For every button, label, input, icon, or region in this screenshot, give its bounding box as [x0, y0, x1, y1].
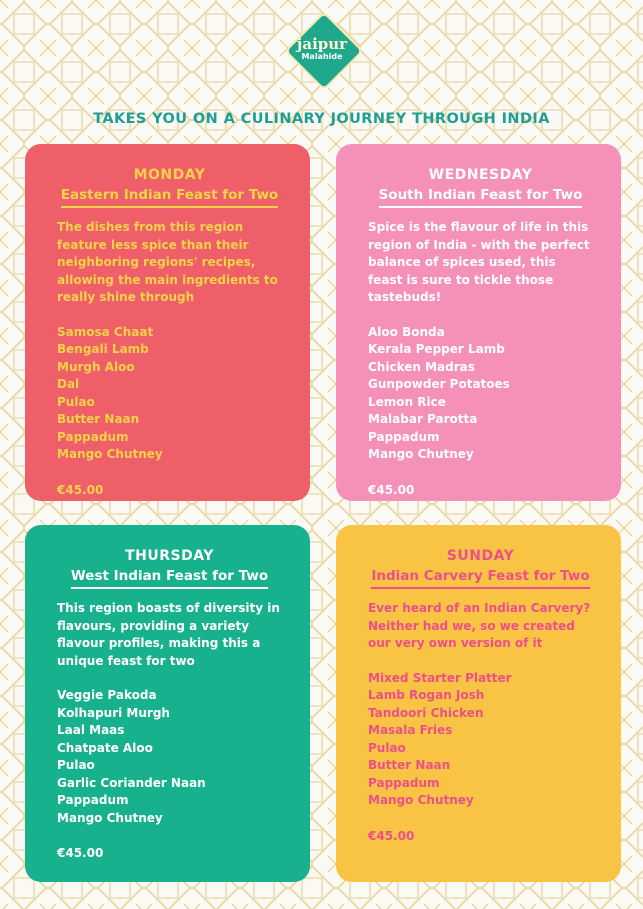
card-title: Indian Carvery Feast for Two — [371, 567, 589, 589]
dish-item: Kolhapuri Murgh — [57, 705, 170, 720]
dish-item: Mango Chutney — [368, 793, 474, 807]
dish-item: Butter Naan — [57, 412, 140, 426]
menu-card-thursday — [25, 525, 310, 882]
card-price: €45.00 — [368, 828, 415, 843]
dish-item: Pappadum — [57, 793, 129, 807]
dish-item: Mango Chutney — [57, 810, 163, 825]
card-price: €45.00 — [368, 482, 415, 497]
dish-item: Mixed Starter Platter — [368, 670, 512, 685]
card-dish-list — [368, 670, 593, 810]
logo-text — [297, 36, 347, 62]
card-description: Spice is the flavour of life in this region of India - with the perfect balance of spices used, this feast is sure to tickle those tastebuds! — [368, 220, 590, 304]
dish-item: Pappadum — [368, 429, 440, 444]
logo-location: Malahide — [301, 52, 343, 61]
menu-card-sunday — [336, 525, 621, 882]
dish-item: Lamb Rogan Josh — [368, 688, 485, 702]
card-price: €45.00 — [57, 846, 104, 860]
card-dish-list — [57, 687, 282, 827]
menu-card-monday — [25, 144, 310, 501]
dish-item: Gunpowder Potatoes — [368, 377, 510, 391]
card-title: West Indian Feast for Two — [71, 567, 268, 589]
dish-item: Pappadum — [57, 429, 129, 444]
card-title: South Indian Feast for Two — [379, 186, 583, 208]
dish-item: Chicken Madras — [368, 359, 475, 374]
dish-item: Mango Chutney — [368, 447, 474, 461]
card-title: Eastern Indian Feast for Two — [61, 186, 278, 208]
card-dish-list — [368, 324, 593, 464]
dish-item: Samosa Chaat — [57, 324, 154, 339]
dish-item: Pulao — [57, 394, 95, 409]
dish-item: Pulao — [368, 740, 406, 755]
dish-item: Butter Naan — [368, 758, 451, 772]
dish-item: Pappadum — [368, 775, 440, 790]
dish-item: Chatpate Aloo — [57, 740, 153, 755]
card-price: €45.00 — [57, 482, 104, 497]
dish-item: Garlic Coriander Naan — [57, 775, 206, 790]
dish-item: Lemon Rice — [368, 394, 446, 409]
card-description: The dishes from this region feature less spice than their neighboring regions' recipes, allowing the main ingredients to really shine through — [57, 220, 278, 304]
page-tagline: TAKES YOU ON A CULINARY JOURNEY THROUGH INDIA — [93, 111, 550, 127]
menu-card-wednesday — [336, 144, 621, 501]
card-dish-list — [57, 324, 282, 464]
dish-item: Malabar Parotta — [368, 412, 478, 426]
dish-item: Murgh Aloo — [57, 359, 135, 374]
dish-item: Laal Maas — [57, 723, 125, 737]
dish-item: Kerala Pepper Lamb — [368, 342, 505, 356]
dish-item: Bengali Lamb — [57, 342, 149, 356]
logo-name: jaipur — [296, 35, 348, 53]
dish-item: Pulao — [57, 758, 95, 772]
dish-item: Masala Fries — [368, 723, 453, 737]
dish-item: Dal — [57, 377, 80, 391]
card-day: THURSDAY — [125, 548, 214, 564]
jaipur-logo[interactable] — [285, 12, 359, 86]
dish-item: Tandoori Chicken — [368, 705, 484, 720]
dish-item: Aloo Bonda — [368, 324, 445, 339]
card-day: MONDAY — [133, 167, 206, 183]
card-day: WEDNESDAY — [428, 167, 533, 183]
dish-item: Mango Chutney — [57, 447, 163, 461]
dish-item: Veggie Pakoda — [57, 688, 157, 702]
card-description: This region boasts of diversity in flavours, providing a variety flavour profiles, making this a unique feast for two — [57, 601, 280, 668]
card-description: Ever heard of an Indian Carvery? Neither had we, so we created our very own version of it — [368, 601, 591, 650]
card-day: SUNDAY — [446, 548, 515, 564]
